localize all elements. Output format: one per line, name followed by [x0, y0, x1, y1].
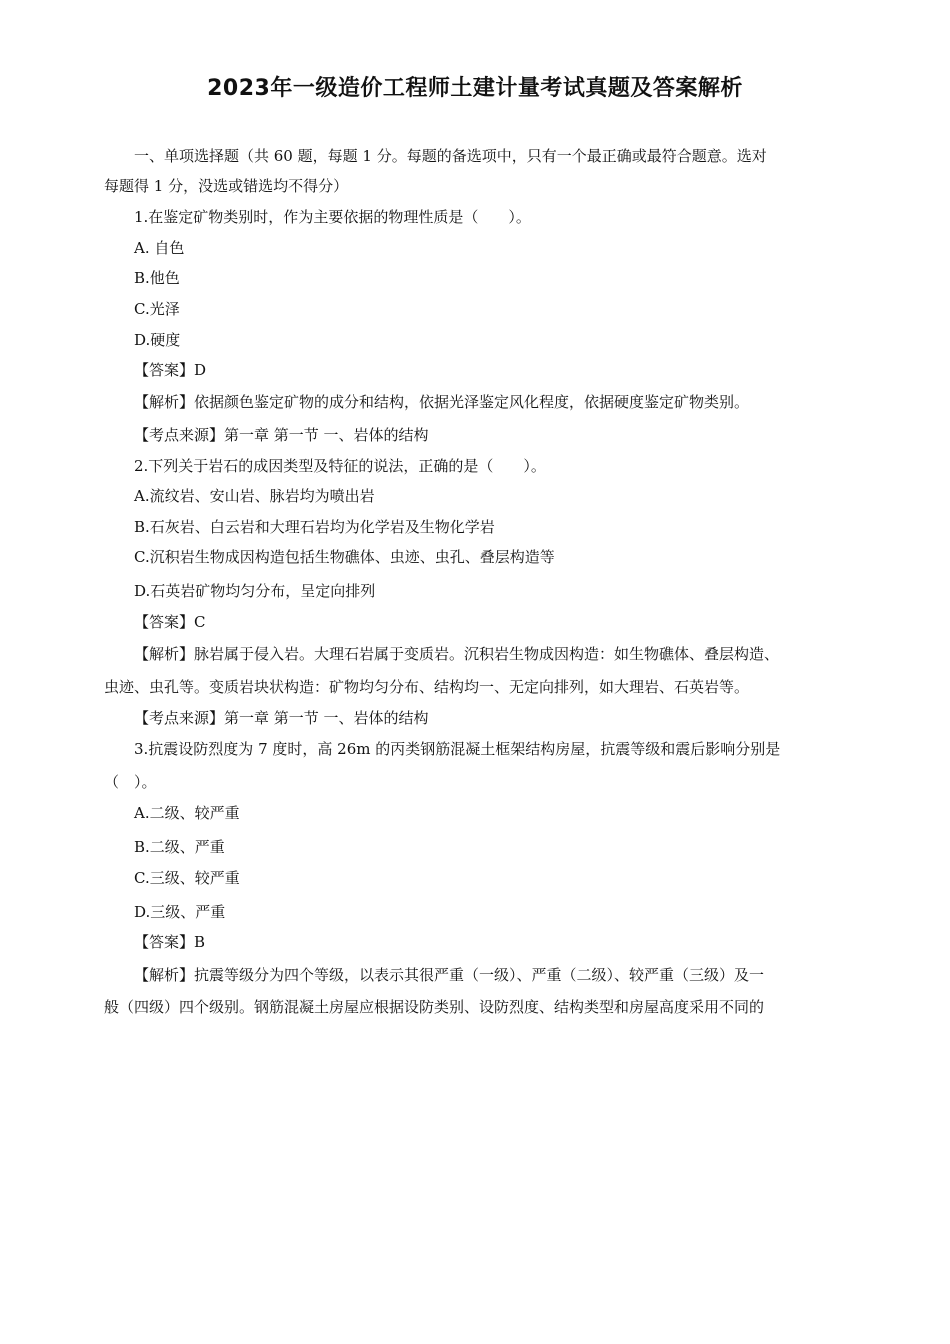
question-3-analysis-line2: 般（四级）四个级别。钢筋混凝土房屋应根据设防类别、设防烈度、结构类型和房屋高度采用不同的 — [104, 998, 765, 1016]
question-2-option-c: C.沉积岩生物成因构造包括生物礁体、虫迹、虫孔、叠层构造等 — [134, 548, 555, 566]
question-1-option-d: D.硬度 — [134, 331, 181, 349]
question-3-stem-line2: （ ）。 — [104, 773, 157, 791]
document-title: 2023年一级造价工程师土建计量考试真题及答案解析 — [207, 76, 743, 101]
section-intro-line2: 每题得 1 分，没选或错选均不得分） — [104, 177, 349, 195]
question-1-stem: 1.在鉴定矿物类别时，作为主要依据的物理性质是（ ）。 — [134, 208, 531, 226]
question-2-stem: 2.下列关于岩石的成因类型及特征的说法，正确的是（ ）。 — [134, 457, 546, 475]
question-2-option-d: D.石英岩矿物均匀分布，呈定向排列 — [134, 582, 376, 600]
question-3-option-a: A.二级、较严重 — [134, 804, 240, 822]
question-2-source: 【考点来源】第一章 第一节 一、岩体的结构 — [134, 709, 429, 727]
question-1-source: 【考点来源】第一章 第一节 一、岩体的结构 — [134, 426, 429, 444]
question-2-analysis-line1: 【解析】脉岩属于侵入岩。大理石岩属于变质岩。沉积岩生物成因构造：如生物礁体、叠层构造、 — [134, 645, 780, 663]
question-3-option-d: D.三级、严重 — [134, 903, 226, 921]
question-1-option-a: A. 自色 — [134, 239, 185, 257]
question-1-option-c: C.光泽 — [134, 300, 180, 318]
question-1-option-b: B.他色 — [134, 269, 180, 287]
question-2-analysis-line2: 虫迹、虫孔等。变质岩块状构造：矿物均匀分布、结构均一、无定向排列，如大理岩、石英岩等。 — [104, 678, 750, 696]
question-2-option-b: B.石灰岩、白云岩和大理石岩均为化学岩及生物化学岩 — [134, 518, 495, 536]
question-3-stem-line1: 3.抗震设防烈度为 7 度时，高 26m 的丙类钢筋混凝土框架结构房屋，抗震等级和震后影响分别是 — [134, 740, 781, 758]
question-2-option-a: A.流纹岩、安山岩、脉岩均为喷出岩 — [134, 487, 375, 505]
question-2-answer: 【答案】C — [134, 613, 206, 631]
question-1-answer: 【答案】D — [134, 361, 207, 379]
section-intro-line1: 一、单项选择题（共 60 题，每题 1 分。每题的备选项中，只有一个最正确或最符合题意。选对 — [134, 147, 767, 165]
question-1-analysis: 【解析】依据颜色鉴定矿物的成分和结构，依据光泽鉴定风化程度，依据硬度鉴定矿物类别。 — [134, 393, 750, 411]
question-3-option-c: C.三级、较严重 — [134, 869, 240, 887]
question-3-analysis-line1: 【解析】抗震等级分为四个等级，以表示其很严重（一级）、严重（二级）、较严重（三级）及一 — [134, 966, 765, 984]
question-3-option-b: B.二级、严重 — [134, 838, 225, 856]
question-3-answer: 【答案】B — [134, 933, 206, 951]
